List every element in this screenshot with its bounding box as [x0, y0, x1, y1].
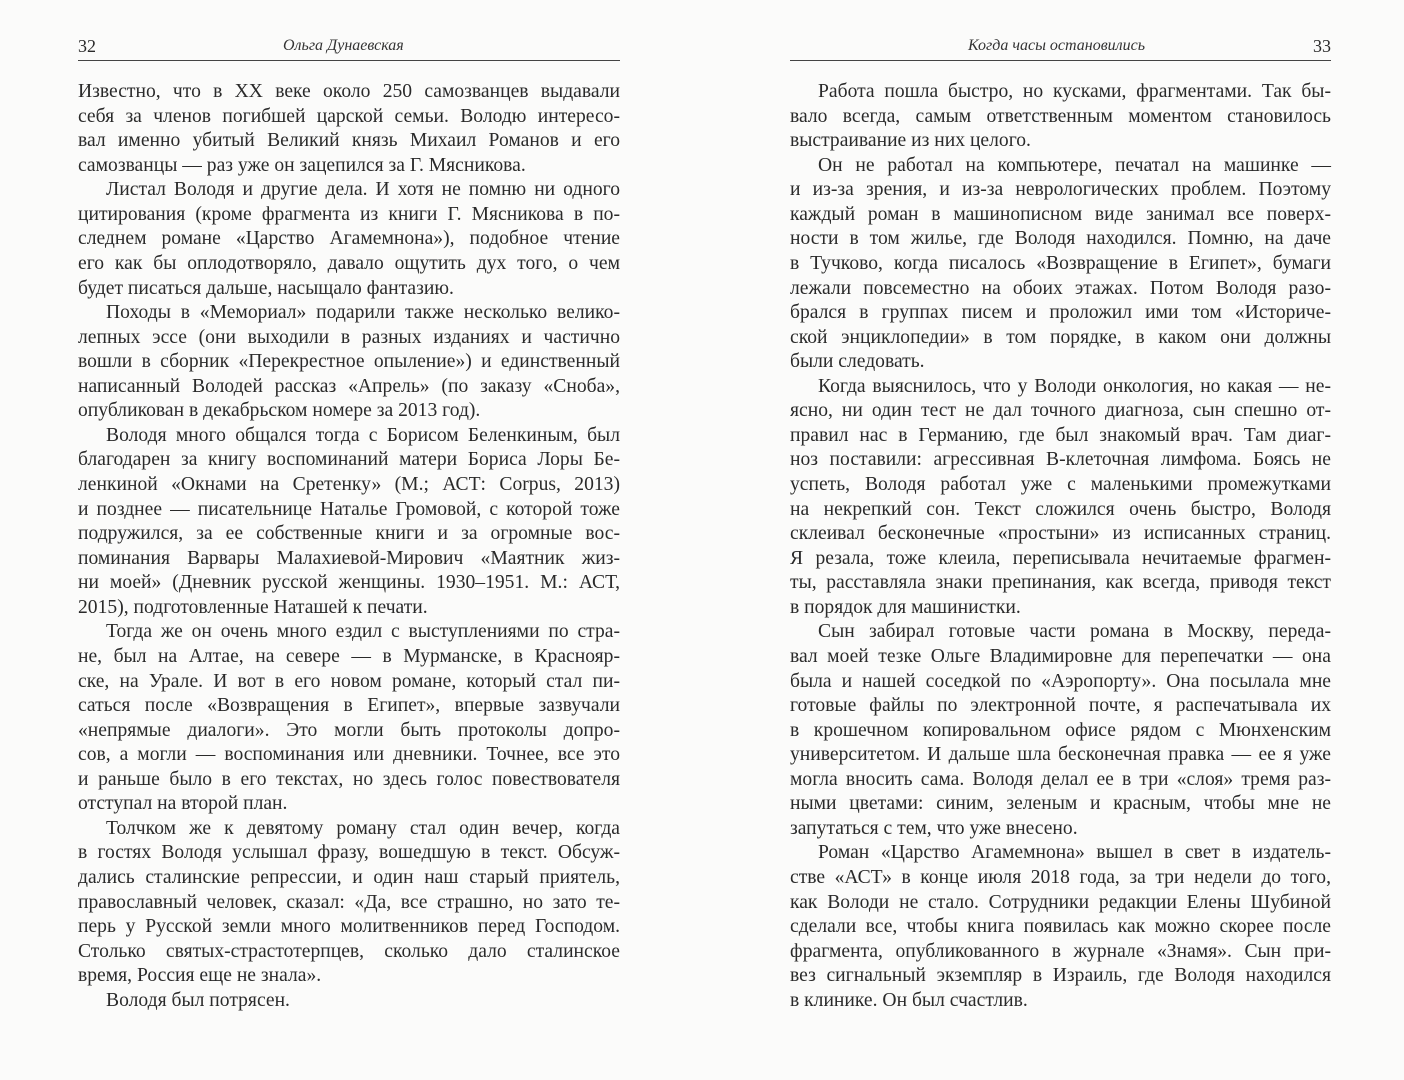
paragraph: [78, 817, 620, 989]
text-line: Походы в «Мемориал» подарили также несколько велико-: [106, 302, 620, 324]
text-line: поминания Варвары Малахиевой-Мирович «Маятник жиз-: [78, 547, 620, 569]
text-line: запутаться с тем, что уже внесено.: [790, 817, 1078, 839]
text-line: Володя был потрясен.: [106, 989, 290, 1011]
text-line: была и нашей соседкой по «Аэропорту». Она посылала мне: [790, 670, 1331, 692]
text-line: успеть, Володя работал уже с маленькими промежутками: [790, 474, 1331, 495]
text-line: в порядок для машинистки.: [790, 596, 1021, 618]
text-line: брался в группах писем и проложил ими том «Историче-: [790, 302, 1331, 324]
text-line: «непрямые диалоги». Это могли быть протоколы допро-: [78, 719, 620, 741]
text-line: готовые файлы по электронной почте, я распечатывала их: [790, 695, 1331, 717]
paragraph: [78, 80, 620, 178]
text-line: благодарен за книгу воспоминаний матери Бориса Лоры Бе-: [78, 449, 620, 471]
text-line: вало всегда, самым ответственным моментом становилось: [790, 105, 1331, 127]
text-line: подружился, за ее собственные книги и за огромные вос-: [78, 523, 620, 545]
text-line: сов, а могли — воспоминания или дневники. Точнее, все это: [78, 744, 620, 766]
text-line: Роман «Царство Агамемнона» вышел в свет в издатель-: [818, 842, 1331, 864]
text-line: Столько святых-страстотерпцев, сколько дало сталинское: [78, 940, 620, 962]
paragraph: [78, 178, 620, 301]
text-line: ты, расставляла знаки препинания, как всегда, приводя текст: [790, 572, 1331, 594]
text-line: 2015), подготовленные Наташей к печати.: [78, 596, 428, 618]
text-line: ными цветами: синим, зеленым и красным, чтобы мне не: [790, 793, 1331, 815]
text-line: и из-за зрения, и из-за неврологических проблем. Поэтому: [790, 179, 1331, 201]
text-line: выстраивание из них целого.: [790, 130, 1031, 152]
text-line: Известно, что в XX веке около 250 самозванцев выдавали: [78, 81, 620, 102]
text-line: ясно, ни один тест не дал точного диагноза, сын спешно от-: [790, 400, 1331, 422]
text-line: Когда выяснилось, что у Володи онкология, но какая — не-: [818, 375, 1331, 397]
text-line: православный человек, сказал: «Да, все страшно, но зато те-: [78, 891, 620, 913]
text-line: дались сталинские репрессии, и один наш старый приятель,: [78, 867, 620, 888]
text-line: могла вносить сама. Володя делал ее в три «слоя» тремя раз-: [790, 768, 1331, 790]
text-line: следнем романе «Царство Агамемнона»), подобное чтение: [78, 228, 620, 250]
text-line: вал моей тезке Ольге Владимировне для перепечатки — она: [790, 645, 1331, 667]
text-line: Он не работал на компьютере, печатал на машинке —: [818, 154, 1331, 176]
text-line: на некрепкий сон. Текст сложился очень быстро, Володя: [790, 498, 1331, 520]
text-line: вошли в сборник «Перекрестное опыление») и единственный: [78, 351, 620, 373]
page-number: 32: [78, 36, 96, 56]
page-header: [790, 34, 1331, 61]
text-line: вал именно убитый Великий князь Михаил Романов и его: [78, 130, 620, 152]
text-line: его как бы оплодотворяло, давало ощутить дух того, о чем: [78, 252, 620, 274]
text-line: отступал на второй план.: [78, 793, 288, 815]
paragraph: [790, 80, 1331, 154]
text-line: цитирования (кроме фрагмента из книги Г. Мясникова в по-: [78, 203, 620, 225]
text-line: Я резала, тоже клеила, переписывала нечитаемые фрагмен-: [790, 547, 1331, 569]
text-line: каждый роман в машинописном виде занимал все поверх-: [790, 203, 1331, 225]
text-line: Володя много общался тогда с Борисом Беленкиным, был: [106, 424, 620, 446]
text-line: самозванцы — раз уже он зацепился за Г. Мясникова.: [78, 154, 526, 176]
paragraph: [78, 301, 620, 424]
text-line: Работа пошла быстро, но кусками, фрагментами. Так бы-: [818, 81, 1331, 102]
text-line: саться после «Возвращения в Египет», впервые зазвучали: [78, 695, 620, 717]
text-line: стве «АСТ» в конце июля 2018 года, за три недели до того,: [790, 867, 1331, 888]
text-line: были следовать.: [790, 351, 925, 373]
text-line: Листал Володя и другие дела. И хотя не помню ни одного: [106, 179, 620, 201]
text-line: Тогда же он очень много ездил с выступлениями по стра-: [106, 621, 620, 643]
right-page: [790, 0, 1331, 1080]
text-line: правил нас в Германию, где был знакомый врач. Там диаг-: [790, 424, 1331, 446]
text-line: себя за членов погибшей царской семьи. Володю интересо-: [78, 105, 620, 127]
text-line: в гостях Володя услышал фразу, вошедшую в текст. Обсуж-: [78, 842, 620, 864]
text-line: перь у Русской земли много молитвенников перед Господом.: [78, 916, 620, 938]
text-line: написанный Володей рассказ «Апрель» (по заказу «Сноба»,: [78, 375, 620, 397]
text-line: ноз поставили: агрессивная B-клеточная лимфома. Боясь не: [790, 449, 1331, 471]
text-line: как Володи не стало. Сотрудники редакции Елены Шубиной: [790, 891, 1331, 913]
text-line: университетом. И дальше шла бесконечная правка — ее я уже: [790, 744, 1331, 766]
text-line: вез сигнальный экземпляр в Израиль, где Володя находился: [790, 965, 1331, 987]
text-line: склеивал бесконечные «простыни» из исписанных страниц.: [790, 523, 1331, 545]
text-line: сделали все, чтобы книга появилась как можно скорее после: [790, 916, 1331, 938]
text-line: время, Россия еще не знала».: [78, 965, 322, 987]
text-line: Толчком же к девятому роману стал один вечер, когда: [106, 817, 620, 839]
page-body: [790, 80, 1331, 1013]
text-line: лежали повсеместно на обоих этажах. Потом Володя разо-: [790, 277, 1331, 299]
text-line: фрагмента, опубликованного в журнале «Знамя». Сын при-: [790, 940, 1331, 962]
text-line: в Тучково, когда писалось «Возвращение в Египет», бумаги: [790, 252, 1331, 274]
page-header: [78, 34, 620, 61]
text-line: в клинике. Он был счастлив.: [790, 989, 1028, 1011]
text-line: ленкиной «Окнами на Сретенку» (М.; АСТ: Corpus, 2013): [78, 474, 620, 495]
text-line: ской энциклопедии» в том порядке, в каком они должны: [790, 326, 1331, 348]
left-page: [78, 0, 620, 1080]
text-line: не, был на Алтае, на севере — в Мурманске, в Краснояр-: [78, 645, 620, 667]
paragraph: [78, 424, 620, 621]
paragraph: [78, 620, 620, 817]
paragraph: [790, 620, 1331, 841]
paragraph: [78, 989, 620, 1014]
text-line: и раньше было в его текстах, но здесь голос повествователя: [78, 768, 620, 790]
text-line: будет писаться дальше, насыщало фантазию.: [78, 277, 454, 299]
paragraph: [790, 375, 1331, 621]
running-head: Когда часы остановились: [968, 37, 1146, 54]
text-line: опубликован в декабрьском номере за 2013 год).: [78, 400, 481, 422]
running-head: Ольга Дунаевская: [283, 37, 404, 54]
text-line: лепных эссе (они выходили в разных изданиях и частично: [78, 326, 620, 348]
paragraph: [790, 154, 1331, 375]
text-line: Сын забирал готовые части романа в Москву, переда-: [818, 621, 1331, 643]
text-line: в крошечном копировальном офисе рядом с Мюнхенским: [790, 719, 1331, 741]
text-line: ности в том жилье, где Володя находился. Помню, на даче: [790, 228, 1331, 250]
text-line: ске, на Урале. И вот в его новом романе, который стал пи-: [78, 670, 620, 692]
paragraph: [790, 841, 1331, 1013]
text-line: ни моей» (Дневник русской женщины. 1930–1951. М.: АСТ,: [78, 572, 620, 594]
page-body: [78, 80, 620, 1013]
text-line: и позднее — писательнице Наталье Громовой, с которой тоже: [78, 498, 620, 520]
page-number: 33: [1313, 36, 1331, 56]
